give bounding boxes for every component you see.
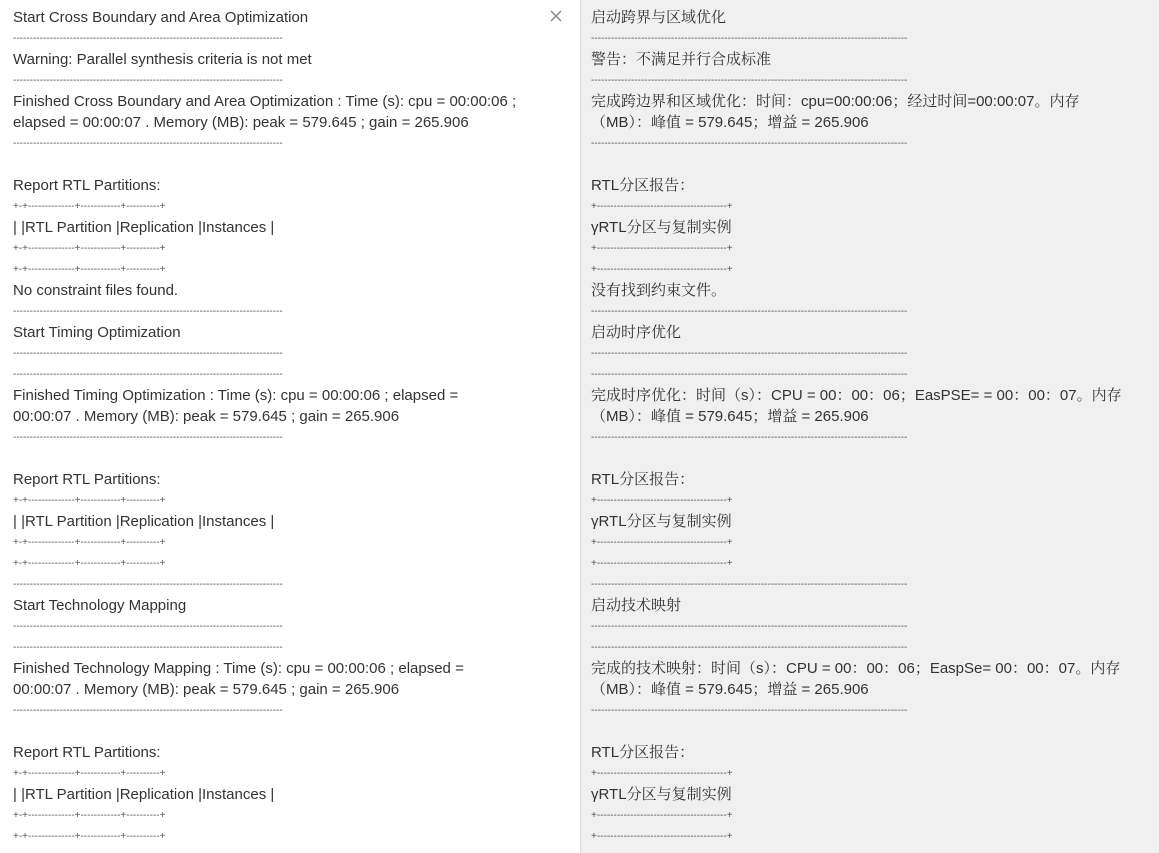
text-line: γRTL分区与复制实例	[591, 219, 732, 236]
separator-line: +---------------------------------------+	[591, 768, 733, 779]
separator-line: ---------------------------------------------------------------------------------	[13, 432, 283, 443]
separator-line: -----------------------------------------------------------------------------------------------	[591, 348, 908, 359]
separator-line: ---------------------------------------------------------------------------------	[13, 642, 283, 653]
separator-line: +-+--------------+------------+----------+	[13, 810, 166, 821]
separator-line: +-+--------------+------------+----------+	[13, 243, 166, 254]
separator-line: +-+--------------+------------+----------+	[13, 264, 166, 275]
text-line: Start Technology Mapping	[13, 597, 187, 614]
separator-line: -----------------------------------------------------------------------------------------------	[591, 138, 908, 149]
separator-line: ---------------------------------------------------------------------------------	[13, 33, 283, 44]
text-line: Warning: Parallel synthesis criteria is not met	[13, 51, 312, 68]
text-line: 警告：不满足并行合成标准	[591, 51, 772, 68]
text-line: Report RTL Partitions:	[13, 177, 161, 194]
text-line: 完成时序优化：时间（s）：CPU = 00：00：06；EasPSE= = 00：00：07。内存	[591, 387, 1122, 404]
separator-line: ---------------------------------------------------------------------------------	[13, 348, 283, 359]
separator-line: ---------------------------------------------------------------------------------	[13, 369, 283, 380]
text-line: RTL分区报告：	[591, 744, 695, 761]
separator-line: ---------------------------------------------------------------------------------	[13, 306, 283, 317]
text-line: Finished Timing Optimization : Time (s): cpu = 00:00:06 ; elapsed =	[13, 387, 459, 404]
text-line: Start Cross Boundary and Area Optimization	[13, 9, 309, 26]
text-line: RTL分区报告：	[591, 177, 695, 194]
text-line: Report RTL Partitions:	[13, 744, 161, 761]
text-line: 没有找到约束文件。	[591, 282, 727, 299]
text-line: 启动技术映射	[591, 597, 682, 614]
translation-text-pane[interactable]	[581, 0, 1159, 853]
separator-line: +---------------------------------------+	[591, 537, 733, 548]
separator-line: +-+--------------+------------+----------+	[13, 495, 166, 506]
separator-line: -----------------------------------------------------------------------------------------------	[591, 306, 908, 317]
text-line: elapsed = 00:00:07 . Memory (MB): peak = 579.645 ; gain = 265.906	[13, 114, 469, 131]
text-line: 启动时序优化	[591, 324, 682, 341]
separator-line: -----------------------------------------------------------------------------------------------	[591, 75, 908, 86]
text-line: Start Timing Optimization	[13, 324, 181, 341]
separator-line: +---------------------------------------+	[591, 243, 733, 254]
separator-line: +---------------------------------------+	[591, 201, 733, 212]
text-line: | |RTL Partition |Replication |Instances |	[13, 219, 275, 236]
separator-line: ---------------------------------------------------------------------------------	[13, 75, 283, 86]
text-line: 00:00:07 . Memory (MB): peak = 579.645 ; gain = 265.906	[13, 681, 400, 698]
separator-line: +-+--------------+------------+----------+	[13, 768, 166, 779]
blank-line	[13, 448, 540, 469]
text-line: Finished Cross Boundary and Area Optimization : Time (s): cpu = 00:00:06 ;	[13, 93, 517, 110]
blank-line	[591, 721, 1147, 742]
separator-line: +-+--------------+------------+----------+	[13, 558, 166, 569]
close-icon[interactable]	[548, 8, 564, 24]
separator-line: ---------------------------------------------------------------------------------	[13, 138, 283, 149]
separator-line: -----------------------------------------------------------------------------------------------	[591, 369, 908, 380]
separator-line: -----------------------------------------------------------------------------------------------	[591, 579, 908, 590]
separator-line: +---------------------------------------+	[591, 495, 733, 506]
separator-line: +-+--------------+------------+----------+	[13, 831, 166, 842]
text-line: 完成跨边界和区域优化：时间：cpu=00:00:06；经过时间=00:00:07。内存	[591, 93, 1080, 110]
text-line: γRTL分区与复制实例	[591, 786, 732, 803]
blank-line	[591, 154, 1147, 175]
separator-line: ---------------------------------------------------------------------------------	[13, 621, 283, 632]
separator-line: ---------------------------------------------------------------------------------	[13, 705, 283, 716]
text-line: No constraint files found.	[13, 282, 179, 299]
text-line: 00:00:07 . Memory (MB): peak = 579.645 ; gain = 265.906	[13, 408, 400, 425]
separator-line: +---------------------------------------+	[591, 810, 733, 821]
text-line: （MB）：峰值 = 579.645；增益 = 265.906	[591, 408, 869, 425]
separator-line: ---------------------------------------------------------------------------------	[13, 579, 283, 590]
separator-line: +---------------------------------------+	[591, 831, 733, 842]
text-line: （MB）：峰值 = 579.645；增益 = 265.906	[591, 114, 869, 131]
separator-line: -----------------------------------------------------------------------------------------------	[591, 642, 908, 653]
blank-line	[13, 154, 540, 175]
separator-line: -----------------------------------------------------------------------------------------------	[591, 621, 908, 632]
text-line: | |RTL Partition |Replication |Instances |	[13, 786, 275, 803]
text-line: 完成的技术映射：时间（s）：CPU = 00：00：06；EaspSe= 00：00：07。内存	[591, 660, 1121, 677]
separator-line: +-+--------------+------------+----------+	[13, 201, 166, 212]
separator-line: -----------------------------------------------------------------------------------------------	[591, 432, 908, 443]
separator-line: +---------------------------------------+	[591, 264, 733, 275]
separator-line: +---------------------------------------+	[591, 558, 733, 569]
blank-line	[13, 721, 540, 742]
text-line: Report RTL Partitions:	[13, 471, 161, 488]
separator-line: +-+--------------+------------+----------+	[13, 537, 166, 548]
text-line: （MB）：峰值 = 579.645；增益 = 265.906	[591, 681, 869, 698]
text-line: γRTL分区与复制实例	[591, 513, 732, 530]
text-line: RTL分区报告：	[591, 471, 695, 488]
blank-line	[591, 448, 1147, 469]
separator-line: -----------------------------------------------------------------------------------------------	[591, 705, 908, 716]
separator-line: -----------------------------------------------------------------------------------------------	[591, 33, 908, 44]
text-line: | |RTL Partition |Replication |Instances |	[13, 513, 275, 530]
text-line: Finished Technology Mapping : Time (s): cpu = 00:00:06 ; elapsed =	[13, 660, 464, 677]
text-line: 启动跨界与区域优化	[591, 9, 727, 26]
